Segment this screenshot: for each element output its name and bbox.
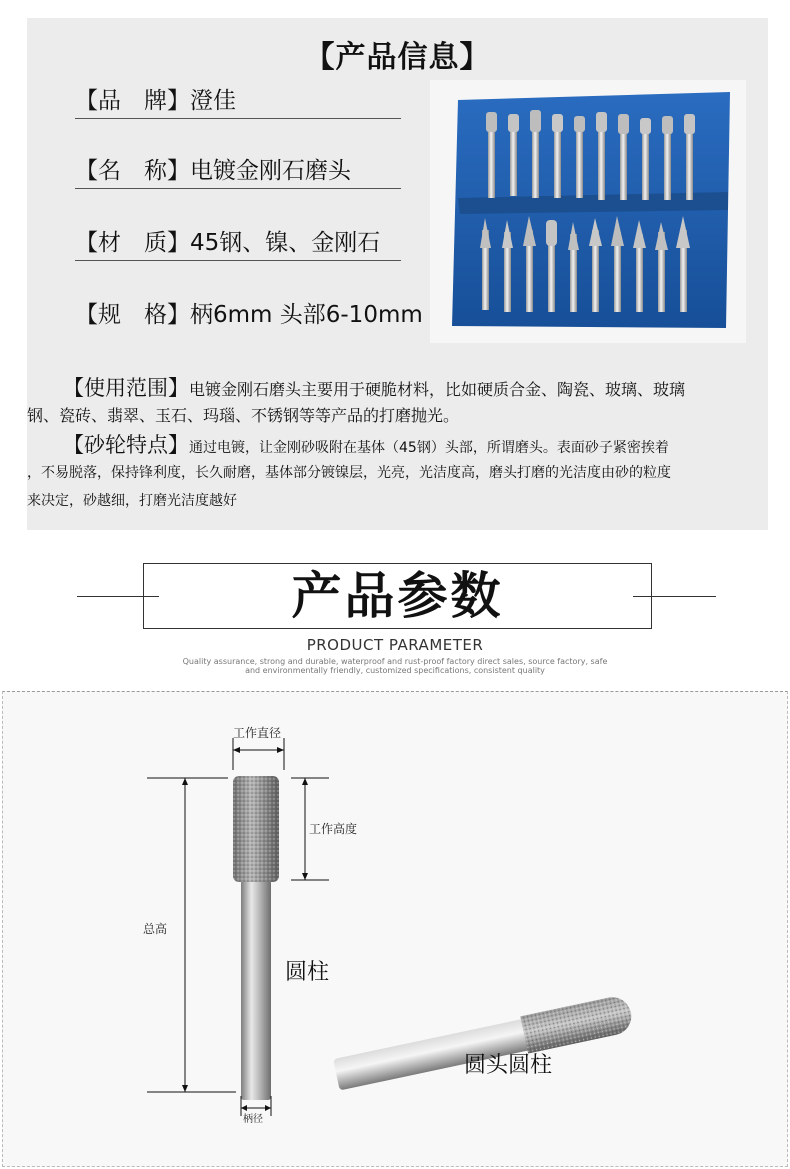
- parameter-tagline-2: and environmentally friendly, customized specifications, consistent quality: [245, 666, 545, 675]
- spec-size: [75, 298, 423, 332]
- spec-brand-value: 澄佳: [190, 88, 236, 114]
- product-photo: [430, 80, 746, 343]
- spec-name: [75, 154, 401, 189]
- features-text-2: ，不易脱落，保持锋利度，长久耐磨，基体部分镀镍层，光亮，光洁度高，磨头打磨的光洁度由砂的粒度: [27, 465, 671, 481]
- usage-label: 【使用范围】: [63, 376, 189, 400]
- work-diameter-label: 工作直径: [233, 726, 282, 740]
- dimension-diagram: [2, 691, 788, 1167]
- shank-diameter-label: 柄径: [243, 1114, 263, 1125]
- usage-text-1: 电镀金刚石磨头主要用于硬脆材料，比如硬质合金、陶瓷、玻璃、玻璃: [189, 380, 686, 399]
- total-height-label: 总高: [143, 922, 168, 936]
- work-height-label: 工作高度: [309, 822, 358, 836]
- features-label: 【砂轮特点】: [63, 433, 189, 457]
- burr-set-image: [430, 80, 746, 343]
- spec-brand-label: 【品 牌】: [75, 88, 190, 114]
- features-text-1: 通过电镀，让金刚砂吸附在基体（45钢）头部，所谓磨头。表面砂子紧密挨着: [189, 440, 669, 456]
- usage-text-2: 钢、瓷砖、翡翠、玉石、玛瑙、不锈钢等等产品的打磨抛光。: [27, 406, 460, 425]
- features-text-3: 来决定，砂越细，打磨光洁度越好: [27, 493, 237, 509]
- spec-size-value: 柄6mm 头部6-10mm: [190, 302, 423, 328]
- cylinder-shank: [241, 880, 271, 1100]
- product-info-panel: [27, 18, 768, 530]
- spec-material: [75, 226, 401, 261]
- spec-name-label: 【名 称】: [75, 158, 190, 184]
- usage-paragraph: [27, 376, 768, 402]
- burr-dimension-drawing: [3, 692, 787, 1166]
- parameter-title-box: [143, 563, 652, 629]
- features-paragraph-2: [27, 460, 768, 486]
- features-paragraph-3: [27, 488, 768, 514]
- info-title: 【产品信息】: [304, 40, 491, 75]
- spec-brand: [75, 84, 401, 119]
- parameter-tagline-1: Quality assurance, strong and durable, waterproof and rust-proof factory direct sales, source factory, safe: [182, 657, 608, 666]
- spec-material-value: 45钢、镍、金刚石: [190, 230, 381, 256]
- parameter-subtitle: PRODUCT PARAMETER: [306, 636, 484, 654]
- spec-material-label: 【材 质】: [75, 230, 190, 256]
- usage-paragraph-2: [27, 404, 768, 428]
- parameter-title: 产品参数: [291, 567, 504, 625]
- cylinder-label: 圆柱: [285, 960, 330, 985]
- parameter-tagline: [120, 657, 670, 675]
- spec-name-value: 电镀金刚石磨头: [190, 158, 351, 184]
- features-paragraph: [27, 432, 768, 461]
- round-head-cylinder-label: 圆头圆柱: [464, 1053, 553, 1078]
- spec-size-label: 【规 格】: [75, 302, 190, 328]
